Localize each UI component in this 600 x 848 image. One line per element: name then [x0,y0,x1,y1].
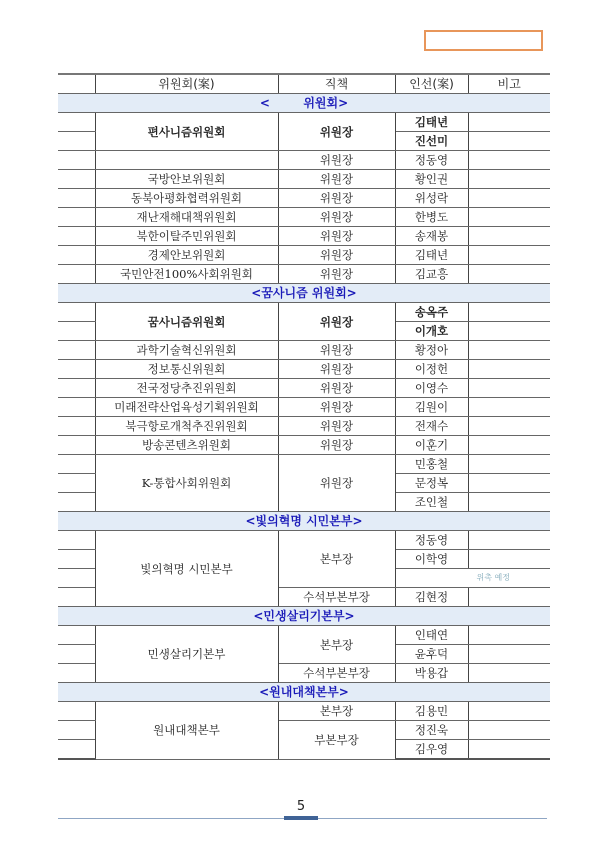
position-cell: 위원장 [278,170,395,189]
row-blank [58,645,95,664]
note-cell [468,550,550,569]
section-title: <민생살리기본부> [58,607,550,626]
row-blank [58,436,95,455]
row-blank [58,246,95,265]
row-blank [58,189,95,208]
table-row [58,189,550,208]
appointee-cell: 위성락 [395,189,468,208]
note-cell [468,189,550,208]
section-header-row [58,512,550,531]
note-cell [468,702,550,721]
section-title: <원내대책본부> [58,683,550,702]
note-cell [468,721,550,740]
committee-cell: 원내대책본부 [95,702,278,760]
position-cell: 본부장 [278,702,395,721]
note-cell [468,379,550,398]
section-header-row [58,683,550,702]
section-title: <빛의혁명 시민본부> [58,512,550,531]
note-cell [468,341,550,360]
note-cell [468,113,550,132]
committee-cell: 과학기술혁신위원회 [95,341,278,360]
row-blank [58,474,95,493]
committee-cell: 국방안보위원회 [95,170,278,189]
appointee-cell: 송재봉 [395,227,468,246]
position-cell: 본부장 [278,531,395,588]
appointee-cell: 인태연 [395,626,468,645]
position-cell: 수석부본부장 [278,588,395,607]
row-blank [58,303,95,322]
position-cell: 위원장 [278,455,395,512]
position-cell: 위원장 [278,151,395,170]
appointee-cell: 윤후덕 [395,645,468,664]
table-row [58,531,550,550]
appointee-cell: 황인권 [395,170,468,189]
stamp-box [424,30,543,51]
section-header-row [58,94,550,113]
note-cell [468,303,550,322]
row-blank [58,531,95,550]
table-row [58,702,550,721]
table-row [58,379,550,398]
appointee-cell: 이훈기 [395,436,468,455]
committee-cell: 미래전략산업육성기획위원회 [95,398,278,417]
row-blank [58,664,95,683]
note-cell [468,474,550,493]
section-header-row [58,607,550,626]
appointee-cell: 김교흥 [395,265,468,284]
note-cell [468,417,550,436]
row-blank [58,550,95,569]
pending-note: 위촉 예정 [395,569,550,588]
appointee-cell: 이학영 [395,550,468,569]
committee-cell: K-통합사회위원회 [95,455,278,512]
appointee-cell: 문정복 [395,474,468,493]
committee-cell: 방송콘텐츠위원회 [95,436,278,455]
row-blank [58,721,95,740]
appointee-cell: 이정헌 [395,360,468,379]
table-row [58,246,550,265]
header-position: 직책 [278,74,395,94]
appointee-cell: 김용민 [395,702,468,721]
table-row [58,341,550,360]
appointee-cell: 한병도 [395,208,468,227]
committee-cell: 꿈사니즘위원회 [95,303,278,341]
committee-cell: 편사니즘위원회 [95,113,278,151]
row-blank [58,132,95,151]
appointee-cell: 정동영 [395,531,468,550]
table-row [58,360,550,379]
position-cell: 위원장 [278,113,395,151]
table-row [58,208,550,227]
position-cell: 위원장 [278,417,395,436]
table-row [58,417,550,436]
page-number: 5 [296,799,306,814]
position-cell: 위원장 [278,189,395,208]
committee-cell: 북극항로개척추진위원회 [95,417,278,436]
committee-cell: 정보통신위원회 [95,360,278,379]
table-row [58,303,550,322]
appointee-cell: 김현정 [395,588,468,607]
committee-roster-table [58,73,550,760]
row-blank [58,151,95,170]
row-blank [58,493,95,512]
row-blank [58,265,95,284]
row-blank [58,626,95,645]
committee-cell: 국민안전100%사회위원회 [95,265,278,284]
position-cell: 수석부본부장 [278,664,395,683]
committee-cell [95,151,278,170]
table-row [58,170,550,189]
appointee-cell: 진선미 [395,132,468,151]
row-blank [58,398,95,417]
position-cell: 위원장 [278,436,395,455]
position-cell: 위원장 [278,208,395,227]
committee-cell: 경제안보위원회 [95,246,278,265]
appointee-cell: 김우영 [395,740,468,760]
note-cell [468,208,550,227]
note-cell [468,360,550,379]
row-blank [58,588,95,607]
note-cell [468,740,550,760]
note-cell [468,227,550,246]
table-row [58,455,550,474]
committee-cell: 동북아평화협력위원회 [95,189,278,208]
appointee-cell: 정동영 [395,151,468,170]
appointee-cell: 박용갑 [395,664,468,683]
table-row [58,398,550,417]
position-cell: 위원장 [278,303,395,341]
table-row [58,227,550,246]
appointee-cell: 조인철 [395,493,468,512]
header-committee: 위원회(案) [95,74,278,94]
row-blank [58,360,95,379]
position-cell: 위원장 [278,265,395,284]
section-title: <꿈사니즘 위원회> [58,284,550,303]
table-row [58,265,550,284]
section-title: < 위원회> [58,94,550,113]
position-cell: 부본부장 [278,721,395,760]
committee-cell: 전국정당추진위원회 [95,379,278,398]
row-blank [58,569,95,588]
header-appointee: 인선(案) [395,74,468,94]
appointee-cell: 황정아 [395,341,468,360]
committee-cell: 민생살리기본부 [95,626,278,683]
note-cell [468,170,550,189]
position-cell: 위원장 [278,341,395,360]
appointee-cell: 김태년 [395,246,468,265]
note-cell [468,664,550,683]
table-row [58,151,550,170]
table-row [58,436,550,455]
committee-cell: 북한이탈주민위원회 [95,227,278,246]
position-cell: 위원장 [278,360,395,379]
section-header-row [58,284,550,303]
appointee-cell: 이개호 [395,322,468,341]
note-cell [468,398,550,417]
position-cell: 본부장 [278,626,395,664]
row-blank [58,227,95,246]
position-cell: 위원장 [278,379,395,398]
note-cell [468,322,550,341]
row-blank [58,379,95,398]
row-blank [58,702,95,721]
note-cell [468,436,550,455]
note-cell [468,132,550,151]
position-cell: 위원장 [278,398,395,417]
appointee-cell: 민홍철 [395,455,468,474]
row-blank [58,341,95,360]
table-row [58,113,550,132]
row-blank [58,208,95,227]
note-cell [468,246,550,265]
header-note: 비고 [468,74,550,94]
row-blank [58,113,95,132]
table-header-row [58,74,550,94]
footer-accent-bar [284,816,318,820]
note-cell [468,265,550,284]
note-cell [468,151,550,170]
note-cell [468,493,550,512]
appointee-cell: 김원이 [395,398,468,417]
note-cell [468,645,550,664]
position-cell: 위원장 [278,227,395,246]
note-cell [468,626,550,645]
appointee-cell: 송옥주 [395,303,468,322]
position-cell: 위원장 [278,246,395,265]
appointee-cell: 김태년 [395,113,468,132]
row-blank [58,170,95,189]
row-blank [58,740,95,760]
note-cell [468,531,550,550]
row-blank [58,322,95,341]
note-cell [468,455,550,474]
table-row [58,626,550,645]
row-blank [58,417,95,436]
appointee-cell: 이영수 [395,379,468,398]
committee-cell: 재난재해대책위원회 [95,208,278,227]
appointee-cell: 정진욱 [395,721,468,740]
note-cell [468,588,550,607]
appointee-cell: 전재수 [395,417,468,436]
row-blank [58,455,95,474]
header-blank [58,74,95,94]
committee-cell: 빛의혁명 시민본부 [95,531,278,607]
